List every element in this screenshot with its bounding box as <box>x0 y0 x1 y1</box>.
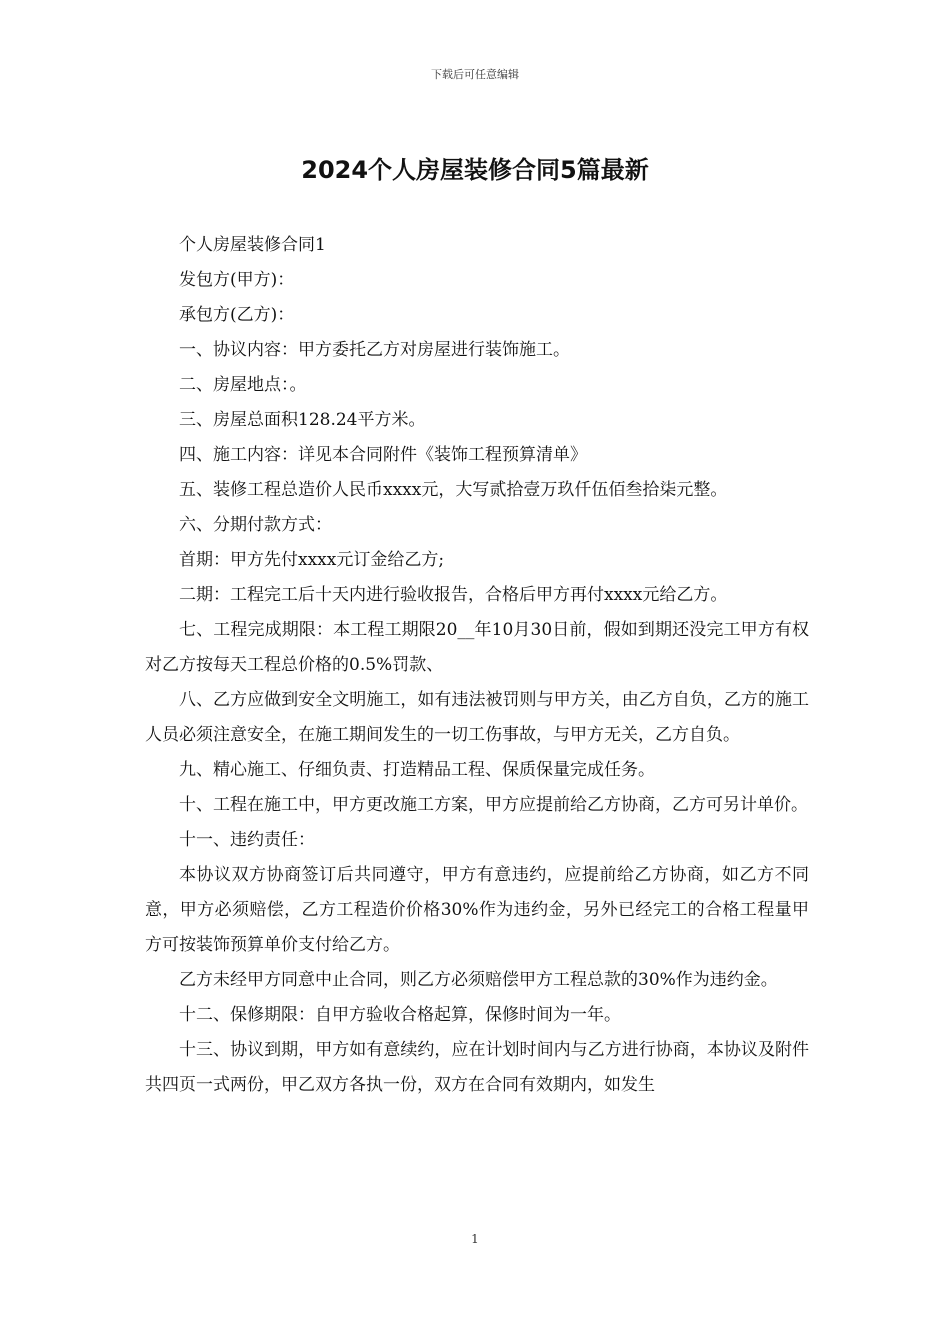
paragraph-clause-13: 十三、协议到期，甲方如有意续约，应在计划时间内与乙方进行协商，本协议及附件共四页一式两份，甲乙双方各执一份，双方在合同有效期内，如发生 <box>145 1040 809 1095</box>
paragraph-second-payment: 二期：工程完工后十天内进行验收报告，合格后甲方再付xxxx元给乙方。 <box>179 585 728 605</box>
paragraph-clause-10: 十、工程在施工中，甲方更改施工方案，甲方应提前给乙方协商，乙方可另计单价。 <box>179 795 808 815</box>
paragraph-party-a: 发包方(甲方)： <box>179 270 295 290</box>
paragraph-clause-5: 五、装修工程总造价人民币xxxx元，大写贰拾壹万玖仟伍佰叁拾柒元整。 <box>179 480 728 500</box>
paragraph-clause-6: 六、分期付款方式： <box>179 515 332 535</box>
paragraph-party-b: 承包方(乙方)： <box>179 305 295 325</box>
paragraph-clause-4: 四、施工内容：详见本合同附件《装饰工程预算清单》 <box>179 445 587 465</box>
document-title: 2024个人房屋装修合同5篇最新 <box>301 156 649 184</box>
paragraph-heading: 个人房屋装修合同1 <box>179 235 326 255</box>
paragraph-clause-8: 八、乙方应做到安全文明施工，如有违法被罚则与甲方关，由乙方自负，乙方的施工人员必须注意安全，在施工期间发生的一切工伤事故，与甲方无关，乙方自负。 <box>145 690 809 745</box>
paragraph-clause-11: 十一、违约责任： <box>179 830 315 850</box>
page-number: 1 <box>471 1232 479 1246</box>
paragraph-first-payment: 首期：甲方先付xxxx元订金给乙方; <box>179 550 445 570</box>
paragraph-clause-9: 九、精心施工、仔细负责、打造精品工程、保质保量完成任务。 <box>179 760 655 780</box>
document-body <box>145 228 809 1103</box>
paragraph-clause-2: 二、房屋地点：。 <box>179 375 307 395</box>
paragraph-clause-1: 一、协议内容：甲方委托乙方对房屋进行装饰施工。 <box>179 340 570 360</box>
paragraph-clause-12: 十二、保修期限：自甲方验收合格起算，保修时间为一年。 <box>179 1005 621 1025</box>
paragraph-breach-party-a: 本协议双方协商签订后共同遵守，甲方有意违约，应提前给乙方协商，如乙方不同意，甲方必须赔偿，乙方工程造价价格30%作为违约金，另外已经完工的合格工程量甲方可按装饰预算单价支付给乙方。 <box>145 865 809 955</box>
header-note: 下载后可任意编辑 <box>431 68 519 81</box>
paragraph-breach-party-b: 乙方未经甲方同意中止合同，则乙方必须赔偿甲方工程总款的30%作为违约金。 <box>179 970 778 990</box>
paragraph-clause-3: 三、房屋总面积128.24平方米。 <box>179 410 426 430</box>
paragraph-clause-7: 七、工程完成期限：本工程工期限20__年10月30日前，假如到期还没完工甲方有权对乙方按每天工程总价格的0.5%罚款、 <box>145 620 809 675</box>
